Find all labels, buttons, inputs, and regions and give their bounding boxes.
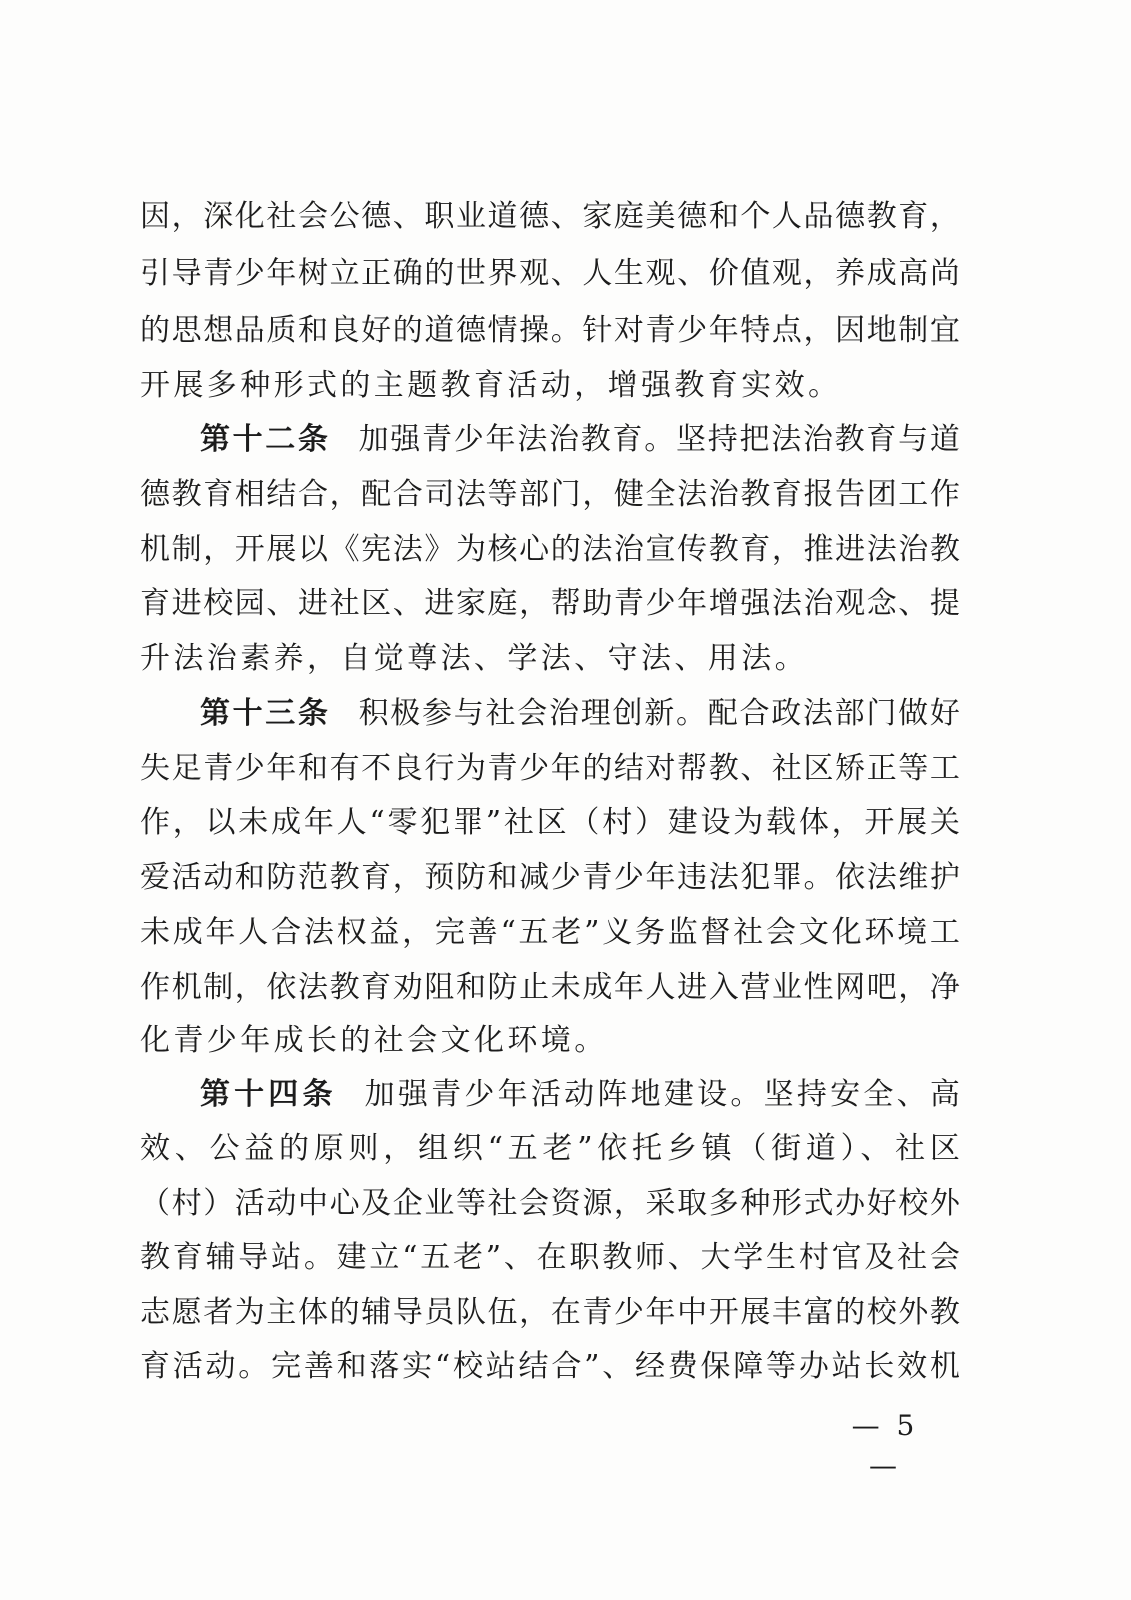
text-line: 升法治素养，自觉尊法、学法、守法、用法。 xyxy=(140,641,808,676)
text-line: 志愿者为主体的辅导员队伍，在青少年中开展丰富的校外教 xyxy=(140,1295,960,1330)
text-line: 作机制，依法教育劝阻和防止未成年人进入营业性网吧，净 xyxy=(140,970,960,1005)
page-number: — 5 — xyxy=(851,1409,919,1482)
text-segment: 积极参与社会治理创新。配合政法部门做好 xyxy=(358,696,960,731)
text-line: 化青少年成长的社会文化环境。 xyxy=(140,1023,608,1058)
text-line: 失足青少年和有不良行为青少年的结对帮教、社区矫正等工 xyxy=(140,751,960,786)
text-line: 作，以未成年人“零犯罪”社区（村）建设为载体，开展关 xyxy=(140,805,960,840)
text-line: 未成年人合法权益，完善“五老”义务监督社会文化环境工 xyxy=(140,915,960,950)
text-segment: 加强青少年活动阵地建设。坚持安全、高 xyxy=(364,1077,960,1112)
text-line: 机制，开展以《宪法》为核心的法治宣传教育，推进法治教 xyxy=(140,532,960,567)
article-first-line xyxy=(140,686,960,742)
text-line: 因，深化社会公德、职业道德、家庭美德和个人品德教育， xyxy=(140,199,960,234)
text-line: 教育辅导站。建立“五老”、在职教师、大学生村官及社会 xyxy=(140,1240,960,1275)
text-line: 德教育相结合，配合司法等部门，健全法治教育报告团工作 xyxy=(140,477,960,512)
text-line: （村）活动中心及企业等社会资源，采取多种形式办好校外 xyxy=(140,1186,960,1221)
text-line: 开展多种形式的主题教育活动，增强教育实效。 xyxy=(140,368,842,403)
text-line: 的思想品质和良好的道德情操。针对青少年特点，因地制宜 xyxy=(140,313,960,348)
text-line: 育活动。完善和落实“校站结合”、经费保障等办站长效机 xyxy=(140,1349,960,1384)
article-first-line xyxy=(140,1067,960,1123)
article-heading: 第十四条 xyxy=(200,1077,337,1112)
text-segment: 加强青少年法治教育。坚持把法治教育与道 xyxy=(358,422,960,457)
text-line: 育进校园、进社区、进家庭，帮助青少年增强法治观念、提 xyxy=(140,586,960,621)
article-first-line xyxy=(140,412,960,468)
text-line: 爱活动和防范教育，预防和减少青少年违法犯罪。依法维护 xyxy=(140,860,960,895)
text-line: 引导青少年树立正确的世界观、人生观、价值观，养成高尚 xyxy=(140,256,960,291)
article-heading: 第十二条 xyxy=(200,422,331,457)
text-line: 效、公益的原则，组织“五老”依托乡镇（街道）、社区 xyxy=(140,1131,960,1166)
article-heading: 第十三条 xyxy=(200,696,331,731)
